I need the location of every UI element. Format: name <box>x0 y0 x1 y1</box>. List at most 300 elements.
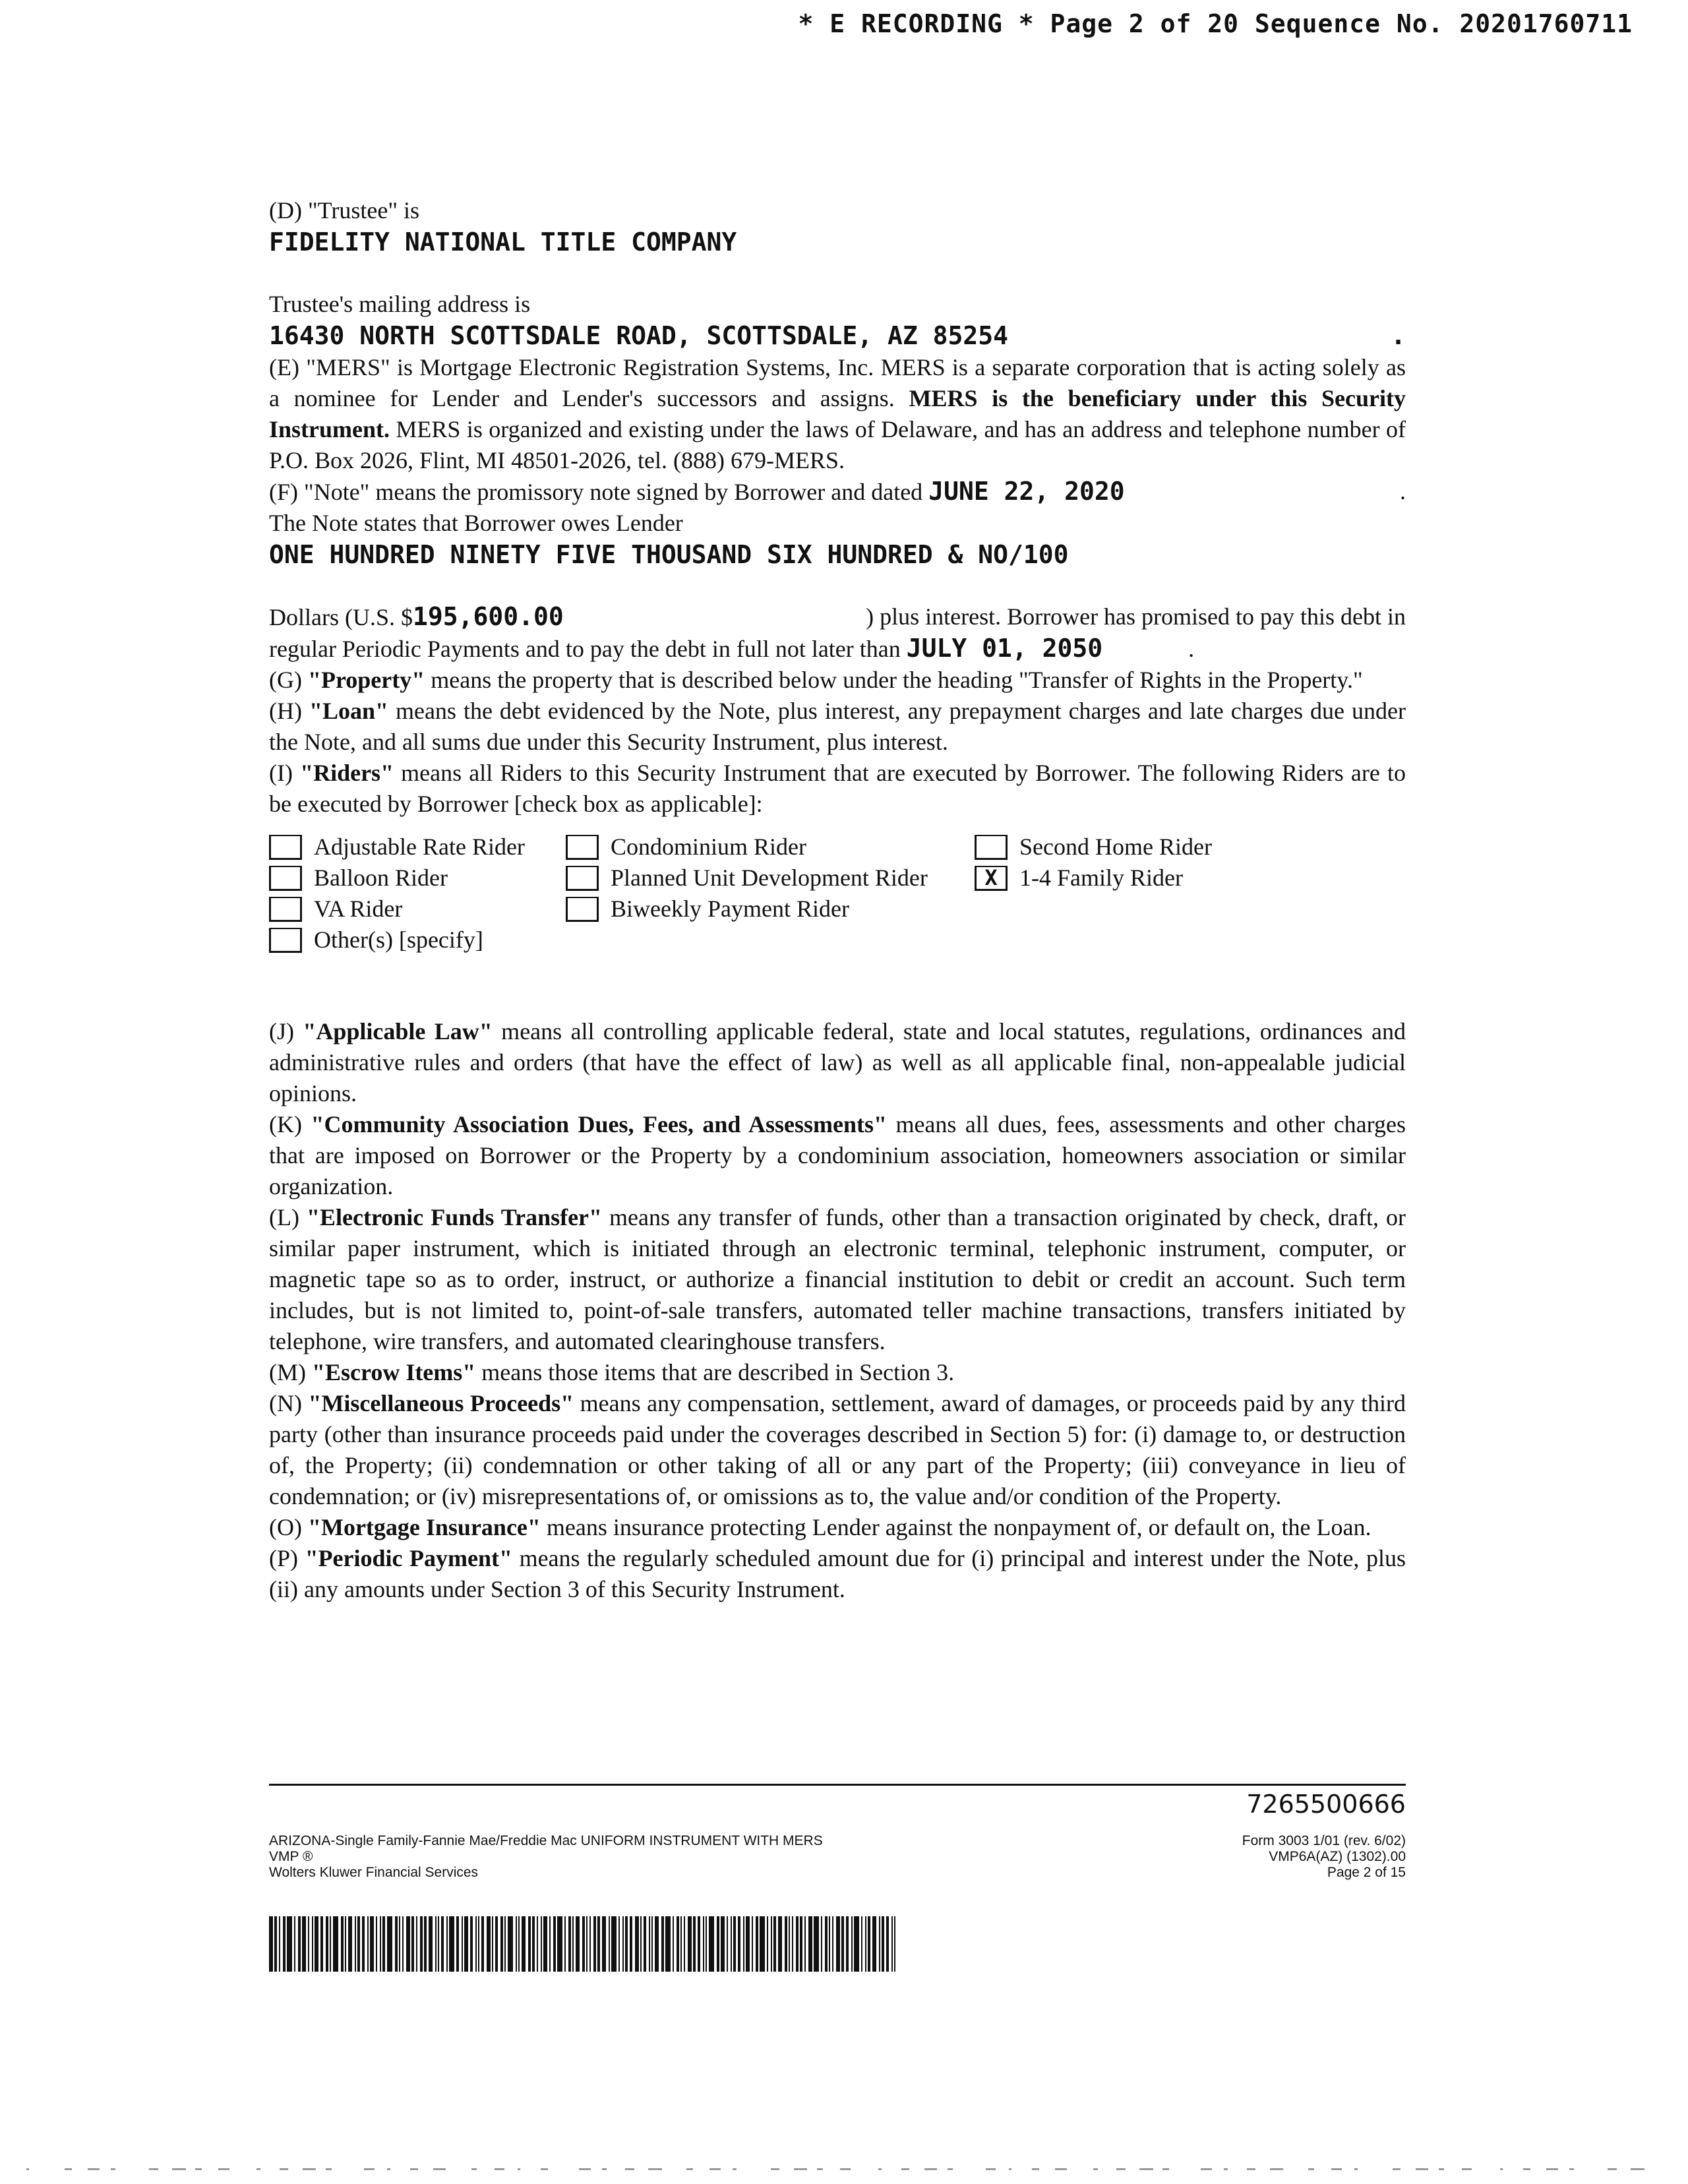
noise-mark <box>1393 2168 1401 2170</box>
barcode-bar <box>644 1916 646 1972</box>
barcode-bar <box>680 1916 682 1972</box>
barcode-bar <box>655 1916 659 1972</box>
barcode-bar <box>611 1916 617 1972</box>
noise-mark <box>648 2168 662 2170</box>
noise-mark <box>1308 2168 1314 2170</box>
barcode-bar <box>800 1916 802 1972</box>
barcode-bar <box>635 1916 639 1972</box>
barcode-bar <box>738 1916 740 1972</box>
noise-mark <box>326 2168 332 2170</box>
barcode-bar <box>399 1916 400 1972</box>
definition-b-6 <box>269 1543 1406 1605</box>
barcode-bar <box>789 1916 790 1972</box>
barcode-bar <box>886 1916 889 1972</box>
rider-item <box>566 832 975 863</box>
barcode-bar <box>357 1916 360 1972</box>
noise-mark <box>924 2168 937 2170</box>
footer-rule <box>269 1784 1406 1786</box>
rider-empty-cell <box>975 894 1344 925</box>
barcode-bar <box>649 1916 650 1972</box>
barcode-bar <box>495 1916 498 1972</box>
noise-mark <box>26 2168 29 2170</box>
amount-field <box>269 601 605 633</box>
barcode-bar <box>341 1916 344 1972</box>
barcode-bar <box>665 1916 671 1972</box>
barcode-bar <box>854 1916 859 1972</box>
barcode-bar <box>326 1916 328 1972</box>
noise-mark <box>410 2168 418 2170</box>
barcode-bar <box>721 1916 725 1972</box>
definition-term: "Escrow Items" <box>312 1359 476 1385</box>
barcode-bar <box>504 1916 506 1972</box>
definition-term: "Community Association Dues, Fees, and Assessments" <box>311 1111 887 1138</box>
rider-item <box>269 894 566 925</box>
mers-bold-text: MERS is the beneficiary under this Security Instrument. <box>269 385 1406 442</box>
noise-mark <box>1331 2168 1342 2170</box>
noise-mark <box>65 2168 72 2170</box>
rider-item <box>566 894 975 925</box>
noise-mark <box>1270 2168 1283 2170</box>
barcode-bar <box>362 1916 365 1972</box>
barcode-bar <box>609 1916 610 1972</box>
barcode-bar <box>706 1916 707 1972</box>
barcode-bar <box>618 1916 620 1972</box>
barcode-bar <box>446 1916 448 1972</box>
rider-checkbox[interactable] <box>269 928 302 953</box>
barcode-bar <box>380 1916 381 1972</box>
definition-note <box>269 476 1406 508</box>
definition-a-0 <box>269 665 1406 696</box>
trustee-address <box>269 320 1406 352</box>
noise-mark <box>256 2168 260 2170</box>
barcode-bar <box>808 1916 812 1972</box>
noise-mark <box>771 2168 779 2170</box>
noise-mark <box>111 2168 115 2170</box>
barcode-bar <box>320 1916 323 1972</box>
barcode-bar <box>330 1916 331 1972</box>
maturity-date: JULY 01, 2050 <box>906 634 1103 663</box>
definition-b-2 <box>269 1202 1406 1357</box>
barcode-bar <box>487 1916 491 1972</box>
barcode-bar <box>345 1916 346 1972</box>
barcode-bar <box>549 1916 551 1972</box>
trustee-name: FIDELITY NATIONAL TITLE COMPANY <box>269 228 737 257</box>
rider-item <box>566 863 975 894</box>
noise-mark <box>172 2168 186 2170</box>
document-body <box>269 195 1406 1605</box>
barcode-bar <box>516 1916 517 1972</box>
barcode-bar <box>283 1916 286 1972</box>
noise-mark <box>794 2168 807 2170</box>
barcode-bar <box>269 1916 273 1972</box>
rider-label: VA Rider <box>314 895 403 922</box>
barcode-bar <box>684 1916 685 1972</box>
barcode-bar <box>416 1916 417 1972</box>
noise-mark <box>948 2168 953 2170</box>
barcode-bar <box>640 1916 642 1972</box>
publisher: Wolters Kluwer Financial Services <box>269 1865 479 1880</box>
barcode-bar <box>572 1916 574 1972</box>
barcode-bar <box>500 1916 503 1972</box>
barcode-bar <box>382 1916 385 1972</box>
barcode-bar <box>312 1916 313 1972</box>
barcode-bar <box>868 1916 870 1972</box>
barcode-bar <box>586 1916 588 1972</box>
rider-checkbox[interactable] <box>269 835 302 860</box>
barcode-bar <box>576 1916 580 1972</box>
barcode-bar <box>376 1916 377 1972</box>
barcode-bar <box>693 1916 696 1972</box>
barcode-bar <box>456 1916 459 1972</box>
barcode-bar <box>395 1916 398 1972</box>
definition-text: means the debt evidenced by the Note, plus interest, any prepayment charges and late charges due under the Note, and all sums due under this Security Instrument, plus interest. <box>269 698 1406 755</box>
barcode-bar <box>370 1916 374 1972</box>
barcode-bar <box>308 1916 309 1972</box>
barcode-bar <box>402 1916 404 1972</box>
barcode-bar <box>582 1916 585 1972</box>
barcode-bar <box>355 1916 356 1972</box>
note-maturity-line <box>269 633 1406 665</box>
rider-label: Other(s) [specify] <box>314 926 483 953</box>
barcode-bar <box>481 1916 484 1972</box>
barcode-bar <box>441 1916 444 1972</box>
barcode-bar <box>841 1916 844 1972</box>
noise-mark <box>1608 2168 1617 2170</box>
noise-mark <box>1631 2168 1644 2170</box>
noise-mark <box>195 2168 202 2170</box>
barcode-bar <box>294 1916 295 1972</box>
barcode-bar <box>882 1916 884 1972</box>
barcode-bar <box>804 1916 806 1972</box>
rider-label: 1-4 Family Rider <box>1019 864 1183 891</box>
barcode-bar <box>478 1916 479 1972</box>
barcode-bar <box>836 1916 840 1972</box>
noise-mark <box>1201 2168 1212 2170</box>
rider-item <box>975 832 1344 863</box>
barcode-bar <box>832 1916 833 1972</box>
noise-mark <box>817 2168 823 2170</box>
barcode-bar <box>829 1916 830 1972</box>
noise-mark <box>1546 2168 1558 2170</box>
barcode-bar <box>543 1916 547 1972</box>
noise-mark <box>1439 2168 1444 2170</box>
barcode-bar <box>727 1916 728 1972</box>
mers-text-b: MERS is organized and existing under the laws of Delaware, and has an address and telephone number of P.O. Box 2026, Flint, MI 48501-2026, tel. (888) 679-MERS. <box>269 416 1406 473</box>
loan-number: 7265500666 <box>1246 1790 1406 1819</box>
barcode-bar <box>557 1916 562 1972</box>
definition-mers <box>269 352 1406 476</box>
barcode-bar <box>743 1916 744 1972</box>
definition-letter: (O) <box>269 1514 308 1540</box>
rider-item <box>975 863 1344 894</box>
noise-mark <box>387 2168 390 2170</box>
definition-term: "Property" <box>307 667 425 693</box>
barcode-bar <box>825 1916 828 1972</box>
trustee-label: (D) "Trustee" is <box>269 197 420 224</box>
definition-a-1 <box>269 696 1406 758</box>
barcode-bar <box>673 1916 674 1972</box>
barcode-bar <box>449 1916 454 1972</box>
barcode-bar <box>651 1916 653 1972</box>
definition-b-0 <box>269 1016 1406 1109</box>
definitions-group-a <box>269 665 1406 820</box>
definition-letter: (I) <box>269 760 301 786</box>
noise-mark <box>495 2168 504 2170</box>
barcode-bar <box>861 1916 862 1972</box>
barcode-bar <box>367 1916 369 1972</box>
barcode-bar <box>865 1916 866 1972</box>
barcode-bar <box>851 1916 853 1972</box>
rider-label: Second Home Rider <box>1019 834 1212 860</box>
barcode-bar <box>528 1916 531 1972</box>
barcode-bar <box>602 1916 606 1972</box>
noise-mark <box>1162 2168 1169 2170</box>
rider-checkbox[interactable] <box>975 835 1008 860</box>
barcode-bar <box>894 1916 895 1972</box>
barcode-bar <box>872 1916 876 1972</box>
rider-item <box>269 925 566 956</box>
line-end-mark: . <box>1188 636 1195 662</box>
rider-item <box>269 832 566 863</box>
definition-letter: (M) <box>269 1359 312 1385</box>
noise-mark <box>579 2168 591 2170</box>
definition-text: means any compensation, settlement, award of damages, or proceeds paid by any third party (other than insurance proceeds paid under the coverages described in Section 5) for: (i) damage to, or destruction of, the Property; (ii) condemnation or other taking of all or any part of the Property; (iii) conveyance in lieu of condemnation; or (iv) misrepresentations of, or omissions as to, the value and/or condition of the Property. <box>269 1390 1406 1509</box>
barcode-bar <box>424 1916 427 1972</box>
definition-text: means those items that are described in Section 3. <box>475 1359 955 1385</box>
noise-mark <box>1032 2168 1039 2170</box>
definition-term: "Mortgage Insurance" <box>307 1514 541 1540</box>
noise-mark <box>1416 2168 1428 2170</box>
scan-edge-noise <box>0 2164 1688 2175</box>
noise-mark <box>1055 2168 1067 2170</box>
barcode-bar <box>589 1916 591 1972</box>
rider-label: Biweekly Payment Rider <box>611 895 849 922</box>
barcode-bar <box>785 1916 787 1972</box>
rider-checkbox[interactable] <box>269 897 302 922</box>
definition-text: means all Riders to this Security Instrument that are executed by Borrower. The following Riders are to be executed by Borrower [check box as applicable]: <box>269 760 1406 817</box>
barcode-bar <box>287 1916 292 1972</box>
rider-checkbox[interactable] <box>566 897 599 922</box>
barcode-bar <box>333 1916 338 1972</box>
rider-item <box>269 863 566 894</box>
note-amount: 195,600.00 <box>413 602 564 631</box>
noise-mark <box>518 2168 520 2170</box>
definition-text: means all dues, fees, assessments and other charges that are imposed on Borrower or the Property by a condominium association, homeowners association or similar organization. <box>269 1111 1406 1199</box>
noise-mark <box>709 2168 721 2170</box>
rider-label: Adjustable Rate Rider <box>314 834 525 860</box>
noise-mark <box>1224 2168 1228 2170</box>
barcode-bar <box>746 1916 750 1972</box>
barcode-bar <box>814 1916 819 1972</box>
form-code: VMP6A(AZ) (1302).00 <box>1269 1849 1406 1864</box>
noise-mark <box>218 2168 229 2170</box>
page-count: Page 2 of 15 <box>1327 1865 1406 1880</box>
barcode-bar <box>470 1916 473 1972</box>
barcode-bar <box>462 1916 463 1972</box>
noise-mark <box>733 2168 737 2170</box>
line-end-mark: . <box>1391 321 1406 350</box>
definition-text: means all controlling applicable federal, state and local statutes, regulations, ordinances and administrative rules and orders (that have the effect of law) as well as all applicable final, non-appealable judicial opinions. <box>269 1018 1406 1107</box>
barcode-bar <box>688 1916 692 1972</box>
definition-a-2 <box>269 758 1406 820</box>
trustee-address-label: Trustee's mailing address is <box>269 291 531 317</box>
note-text: (F) "Note" means the promissory note signed by Borrower and dated <box>269 479 923 505</box>
barcode-bar <box>274 1916 277 1972</box>
rider-checkbox[interactable] <box>566 835 599 860</box>
barcode-bar <box>597 1916 600 1972</box>
barcode-bar <box>315 1916 318 1972</box>
definition-term: "Miscellaneous Proceeds" <box>308 1390 574 1416</box>
barcode-bar <box>756 1916 758 1972</box>
barcode-bar <box>518 1916 520 1972</box>
barcode-bar <box>429 1916 433 1972</box>
form-number: Form 3003 1/01 (rev. 6/02) <box>1242 1833 1406 1848</box>
dollars-prefix: Dollars (U.S. $ <box>269 604 413 630</box>
barcode-bar <box>553 1916 556 1972</box>
rider-checkbox[interactable] <box>269 866 302 891</box>
noise-mark <box>1569 2168 1574 2170</box>
barcode-bar <box>348 1916 352 1972</box>
noise-mark <box>149 2168 158 2170</box>
noise-mark <box>1500 2168 1503 2170</box>
noise-mark <box>471 2168 477 2170</box>
definition-b-5 <box>269 1512 1406 1543</box>
barcode-bar <box>698 1916 700 1972</box>
rider-checkbox[interactable]: X <box>975 866 1008 891</box>
noise-mark <box>1247 2168 1255 2170</box>
barcode-bar <box>879 1916 880 1972</box>
barcode-bar <box>532 1916 535 1972</box>
noise-mark <box>1354 2168 1358 2170</box>
barcode-bar <box>464 1916 468 1972</box>
barcode-bar <box>792 1916 793 1972</box>
rider-label: Condominium Rider <box>611 834 806 860</box>
mers-text-a: (E) "MERS" is Mortgage Electronic Registration Systems, Inc. MERS is a separate corporation that is acting solely as a nominee for Lender and Lender's successors and assigns. <box>269 354 1406 411</box>
barcode-bar <box>492 1916 493 1972</box>
footer-form-number <box>1242 1833 1406 1881</box>
riders-checklist <box>269 832 1406 956</box>
definition-text: means any transfer of funds, other than a transaction originated by check, draft, or similar paper instrument, which is initiated through an electronic terminal, telephonic instrument, computer, or magnetic tape so as to order, instruct, or authorize a financial institution to debit or credit an account. Such term includes, but is not limited to, point-of-sale transfers, automated teller machine transactions, transfers initiated by telephone, wire transfers, and automated clearinghouse transfers. <box>269 1204 1406 1354</box>
barcode-bar <box>717 1916 719 1972</box>
barcode-bar <box>541 1916 542 1972</box>
barcode-bar <box>846 1916 849 1972</box>
dollars-suffix: ) plus interest. Borrower has promised to pay this debt in <box>866 603 1406 630</box>
rider-label: Balloon Rider <box>314 864 448 891</box>
barcode-bar <box>406 1916 410 1972</box>
noise-mark <box>303 2168 316 2170</box>
barcode-bar <box>475 1916 477 1972</box>
noise-mark <box>840 2168 851 2170</box>
barcode-bar <box>568 1916 571 1972</box>
rider-label: Planned Unit Development Rider <box>611 864 928 891</box>
barcode-bar <box>796 1916 799 1972</box>
barcode-bar <box>298 1916 301 1972</box>
barcode-bar <box>387 1916 392 1972</box>
noise-mark <box>878 2168 882 2170</box>
note-owes-label: The Note states that Borrower owes Lender <box>269 510 683 536</box>
definition-b-3 <box>269 1357 1406 1388</box>
rider-checkbox[interactable] <box>566 866 599 891</box>
barcode-bar <box>625 1916 628 1972</box>
noise-mark <box>364 2168 375 2170</box>
noise-mark <box>541 2168 548 2170</box>
definition-letter: (J) <box>269 1018 303 1045</box>
trustee-address-text: 16430 NORTH SCOTTSDALE ROAD, SCOTTSDALE, AZ 85254 <box>269 321 1009 350</box>
barcode-bar <box>773 1916 776 1972</box>
noise-mark <box>280 2168 288 2170</box>
noise-mark <box>433 2168 446 2170</box>
barcode-bar <box>760 1916 765 1972</box>
barcode-bar <box>661 1916 664 1972</box>
barcode-bar <box>593 1916 596 1972</box>
barcode-bar <box>630 1916 632 1972</box>
barcode-bar <box>537 1916 538 1972</box>
barcode-bar <box>564 1916 566 1972</box>
noise-mark <box>1139 2168 1153 2170</box>
definition-letter: (G) <box>269 667 308 693</box>
barcode-bar <box>703 1916 704 1972</box>
note-date: JUNE 22, 2020 <box>928 477 1125 506</box>
definition-term: "Electronic Funds Transfer" <box>307 1204 603 1230</box>
definition-letter: (P) <box>269 1545 305 1571</box>
definitions-group-b <box>269 1016 1406 1605</box>
vmp-mark: VMP ® <box>269 1849 313 1864</box>
definition-letter: (H) <box>269 698 309 724</box>
barcode <box>269 1916 1117 1972</box>
barcode-bar <box>778 1916 782 1972</box>
footer-form-info <box>269 1833 994 1881</box>
definition-text: means the property that is described below under the heading "Transfer of Rights in the Property." <box>425 667 1363 693</box>
noise-mark <box>602 2168 607 2170</box>
noise-mark <box>1523 2168 1530 2170</box>
barcode-bar <box>508 1916 513 1972</box>
definition-text: means the regularly scheduled amount due for (i) principal and interest under the Note, plus (ii) any amounts under Section 3 of this Security Instrument. <box>269 1545 1406 1602</box>
definition-letter: (L) <box>269 1204 307 1230</box>
barcode-bar <box>420 1916 423 1972</box>
noise-mark <box>1462 2168 1472 2170</box>
barcode-bar <box>622 1916 624 1972</box>
barcode-bar <box>709 1916 714 1972</box>
noise-mark <box>625 2168 634 2170</box>
barcode-bar <box>733 1916 736 1972</box>
noise-mark <box>986 2168 996 2170</box>
definition-letter: (N) <box>269 1390 309 1416</box>
barcode-bar <box>891 1916 893 1972</box>
barcode-bar <box>302 1916 306 1972</box>
barcode-bar <box>752 1916 753 1972</box>
definition-text: means insurance protecting Lender against the nonpayment of, or default on, the Loan. <box>540 1514 1372 1540</box>
line-end-mark: . <box>1400 478 1406 504</box>
definition-term: "Loan" <box>309 698 388 724</box>
barcode-bar <box>522 1916 526 1972</box>
barcode-bar <box>731 1916 732 1972</box>
noise-mark <box>88 2168 100 2170</box>
barcode-bar <box>435 1916 437 1972</box>
definition-b-4 <box>269 1388 1406 1512</box>
definition-term: "Applicable Law" <box>303 1018 493 1045</box>
definition-term: "Riders" <box>300 760 394 786</box>
noise-mark <box>686 2168 693 2170</box>
periodic-text: regular Periodic Payments and to pay the debt in full not later than <box>269 636 901 662</box>
definition-term: "Periodic Payment" <box>305 1545 513 1571</box>
noise-mark <box>1009 2168 1011 2170</box>
note-amount-words: ONE HUNDRED NINETY FIVE THOUSAND SIX HUNDRED & NO/100 <box>269 540 1069 569</box>
form-title: ARIZONA-Single Family-Fannie Mae/Freddie Mac UNIFORM INSTRUMENT WITH MERS <box>269 1833 823 1848</box>
barcode-bar <box>279 1916 280 1972</box>
noise-mark <box>1093 2168 1098 2170</box>
note-dollars-line <box>269 601 1406 633</box>
noise-mark <box>901 2168 909 2170</box>
